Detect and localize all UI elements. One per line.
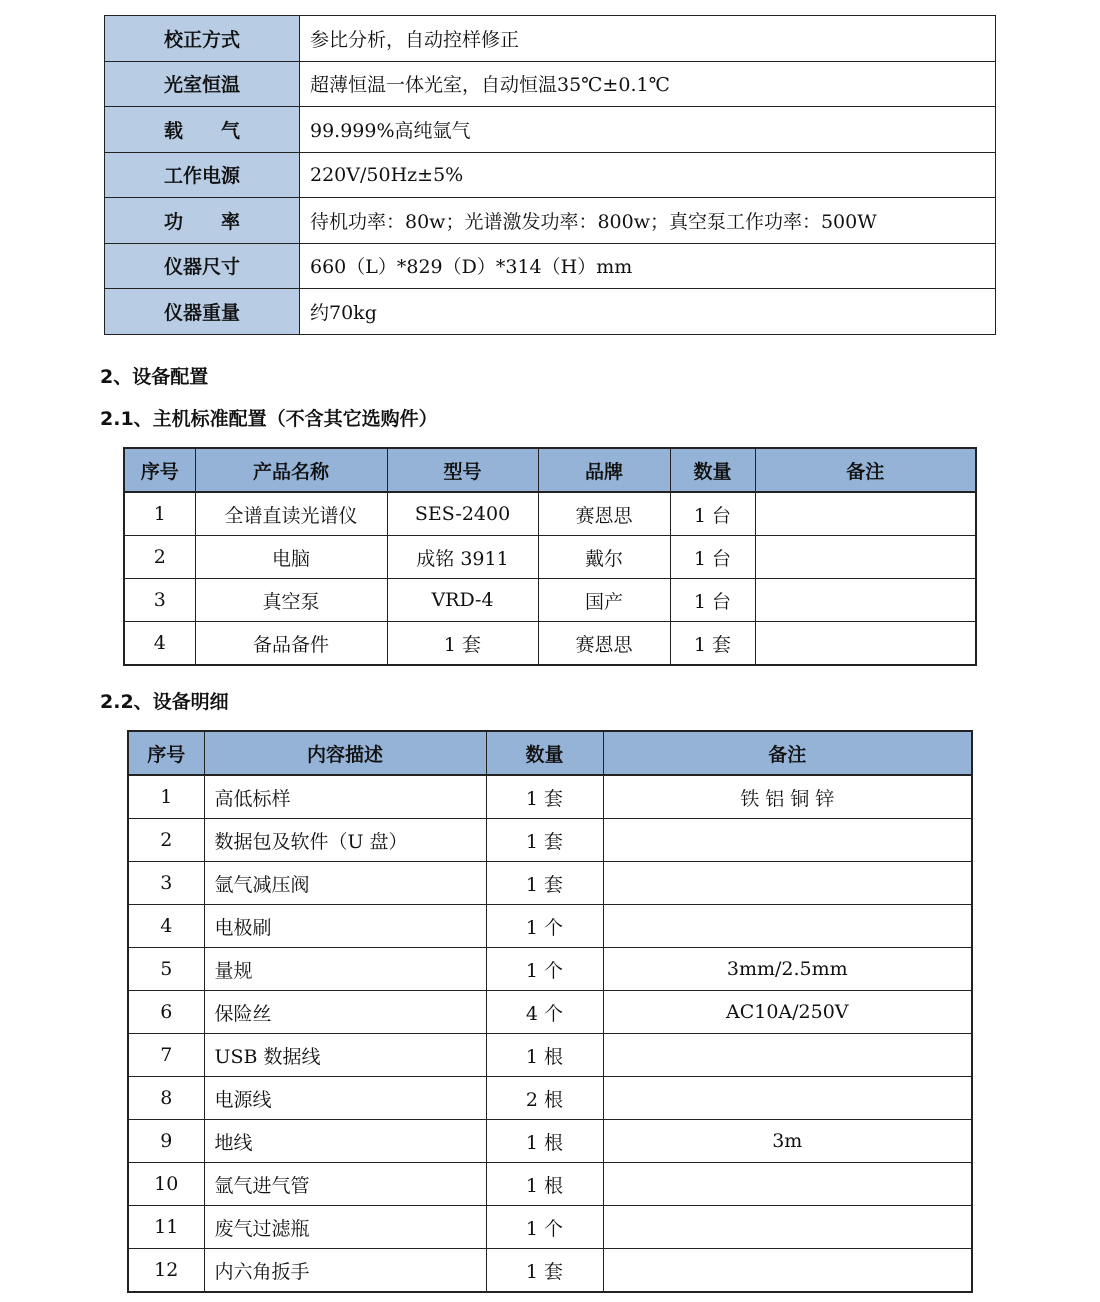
spec-row: [105, 107, 996, 153]
section-heading-config: 2、设备配置: [100, 366, 209, 388]
table-cell: 4 个: [486, 991, 603, 1034]
table-cell: 5: [128, 948, 204, 991]
spec-row: [105, 243, 996, 289]
table-row: [124, 622, 976, 666]
column-header: 内容描述: [204, 731, 486, 775]
table-row: [128, 905, 972, 948]
table-row: [128, 948, 972, 991]
table-cell: 10: [128, 1163, 204, 1206]
column-header: 型号: [387, 448, 538, 492]
table-cell: 2: [124, 536, 195, 579]
table-row: [128, 775, 972, 819]
table-cell: 3: [128, 862, 204, 905]
table-cell: 1 套: [486, 1249, 603, 1293]
table-cell: [603, 1163, 972, 1206]
table-cell: [603, 1077, 972, 1120]
table-cell: 6: [128, 991, 204, 1034]
table-cell: 铁 铝 铜 锌: [603, 775, 972, 819]
table-cell: 12: [128, 1249, 204, 1293]
table-cell: 1 根: [486, 1120, 603, 1163]
table-row: [128, 991, 972, 1034]
column-header: 备注: [755, 448, 976, 492]
table-cell: 电极刷: [204, 905, 486, 948]
table-cell: [603, 905, 972, 948]
table-cell: [603, 1034, 972, 1077]
table-row: [128, 1077, 972, 1120]
spec-label: 校正方式: [105, 16, 300, 62]
spec-label: 功 率: [105, 198, 300, 244]
table-cell: 1 台: [670, 492, 755, 536]
spec-value: 待机功率：80w；光谱激发功率：800w；真空泵工作功率：500W: [300, 198, 996, 244]
table-cell: [603, 1206, 972, 1249]
table-row: [128, 862, 972, 905]
table-cell: 真空泵: [195, 579, 387, 622]
table-cell: 电源线: [204, 1077, 486, 1120]
standard-config-table: [123, 447, 977, 666]
spec-label: 工作电源: [105, 152, 300, 198]
table-cell: 1 根: [486, 1034, 603, 1077]
table-cell: [755, 536, 976, 579]
table-cell: 氩气减压阀: [204, 862, 486, 905]
spec-value: 超薄恒温一体光室，自动恒温35℃±0.1℃: [300, 61, 996, 107]
table-cell: 高低标样: [204, 775, 486, 819]
table-cell: 1 个: [486, 948, 603, 991]
table-cell: 1 套: [486, 819, 603, 862]
table-cell: USB 数据线: [204, 1034, 486, 1077]
column-header: 产品名称: [195, 448, 387, 492]
table-row: [128, 819, 972, 862]
table-cell: [755, 579, 976, 622]
table-cell: 成铭 3911: [387, 536, 538, 579]
spec-label: 载 气: [105, 107, 300, 153]
table-cell: 废气过滤瓶: [204, 1206, 486, 1249]
table-cell: 1 套: [486, 775, 603, 819]
spec-label: 仪器尺寸: [105, 243, 300, 289]
table-row: [128, 1120, 972, 1163]
spec-row: [105, 61, 996, 107]
column-header: 数量: [486, 731, 603, 775]
table-cell: 3mm/2.5mm: [603, 948, 972, 991]
table-cell: 数据包及软件（U 盘）: [204, 819, 486, 862]
spec-value: 660（L）*829（D）*314（H）mm: [300, 243, 996, 289]
column-header: 序号: [124, 448, 195, 492]
equipment-detail-table: [127, 730, 973, 1293]
table-cell: 1 套: [387, 622, 538, 666]
table-cell: 2: [128, 819, 204, 862]
table-cell: 全谱直读光谱仪: [195, 492, 387, 536]
table-row: [124, 492, 976, 536]
table-cell: [603, 819, 972, 862]
table-row: [128, 1034, 972, 1077]
table-cell: AC10A/250V: [603, 991, 972, 1034]
table-cell: 氩气进气管: [204, 1163, 486, 1206]
table-row: [128, 1163, 972, 1206]
section-heading-standard-config: 2.1、主机标准配置（不含其它选购件）: [100, 408, 438, 430]
table-cell: 1 个: [486, 905, 603, 948]
table-cell: 1: [128, 775, 204, 819]
table-cell: 电脑: [195, 536, 387, 579]
spec-label: 仪器重量: [105, 289, 300, 335]
spec-value: 220V/50Hz±5%: [300, 152, 996, 198]
table-row: [124, 536, 976, 579]
table-cell: 保险丝: [204, 991, 486, 1034]
table-cell: 地线: [204, 1120, 486, 1163]
spec-value: 99.999%高纯氩气: [300, 107, 996, 153]
table-cell: 赛恩思: [538, 622, 670, 666]
spec-label: 光室恒温: [105, 61, 300, 107]
table-cell: 3: [124, 579, 195, 622]
column-header: 数量: [670, 448, 755, 492]
table-cell: VRD-4: [387, 579, 538, 622]
table-cell: 4: [124, 622, 195, 666]
table-cell: 戴尔: [538, 536, 670, 579]
table-cell: 国产: [538, 579, 670, 622]
table-cell: [755, 622, 976, 666]
spec-row: [105, 16, 996, 62]
column-header: 备注: [603, 731, 972, 775]
table-row: [124, 579, 976, 622]
table-cell: 备品备件: [195, 622, 387, 666]
table-cell: 1 台: [670, 536, 755, 579]
table-cell: [603, 862, 972, 905]
table-cell: 1 个: [486, 1206, 603, 1249]
column-header: 序号: [128, 731, 204, 775]
spec-value: 参比分析，自动控样修正: [300, 16, 996, 62]
table-cell: 1 台: [670, 579, 755, 622]
table-row: [128, 1249, 972, 1293]
table-cell: 1: [124, 492, 195, 536]
spec-row: [105, 289, 996, 335]
table-cell: 8: [128, 1077, 204, 1120]
table-cell: 1 套: [486, 862, 603, 905]
table-cell: 9: [128, 1120, 204, 1163]
spec-table: [104, 15, 996, 335]
table-cell: 7: [128, 1034, 204, 1077]
table-cell: 1 根: [486, 1163, 603, 1206]
table-cell: 11: [128, 1206, 204, 1249]
table-cell: SES-2400: [387, 492, 538, 536]
table-cell: 赛恩思: [538, 492, 670, 536]
table-cell: 内六角扳手: [204, 1249, 486, 1293]
column-header: 品牌: [538, 448, 670, 492]
spec-value: 约70kg: [300, 289, 996, 335]
table-row: [128, 1206, 972, 1249]
table-cell: [603, 1249, 972, 1293]
table-cell: 3m: [603, 1120, 972, 1163]
table-cell: 量规: [204, 948, 486, 991]
section-heading-detail: 2.2、设备明细: [100, 691, 229, 713]
table-cell: 1 套: [670, 622, 755, 666]
table-cell: 2 根: [486, 1077, 603, 1120]
table-cell: 4: [128, 905, 204, 948]
spec-row: [105, 152, 996, 198]
table-cell: [755, 492, 976, 536]
spec-row: [105, 198, 996, 244]
